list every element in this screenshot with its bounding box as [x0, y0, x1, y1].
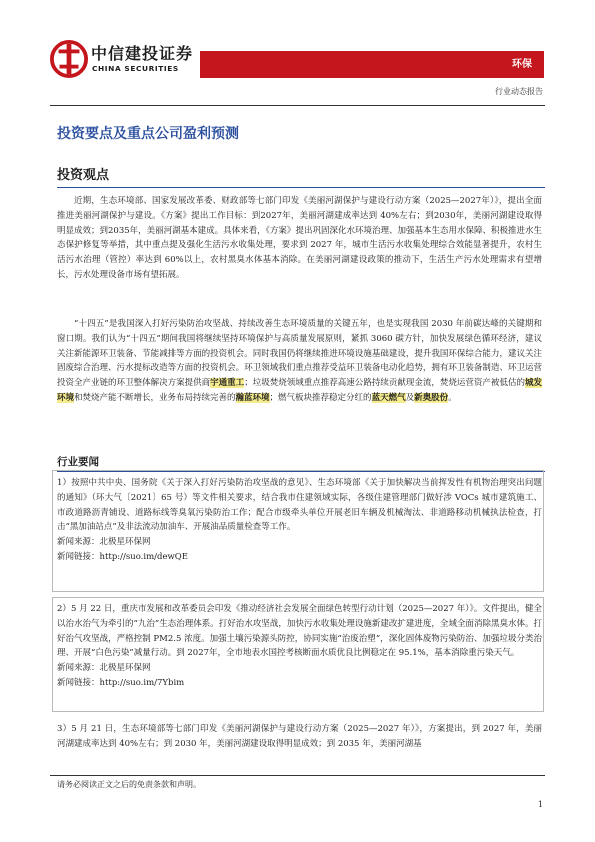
section-divider — [57, 187, 545, 188]
news-text: 2）5 月 22 日，重庆市发展和改革委员会印发《推动经济社会发展全面绿色转型行动计划（2025—2027 年）》。文件提出，健全以治水治气为牵引的“九治”生态治理体系。打好治水攻坚战，加快污水收集处理设施新建改扩建进度，全域全面消除黑臭水体。打好治气攻坚战，严格控制 PM2.5 浓度。加强土壤污染源头防控，协同实施“治废治塑”，深化固体废物污染防治、加强垃圾分类治理、开展“白色污染”减量行动。到 2027年，全市地表水国控考核断面水质优良比例稳定在 95.1%，基本消除重污染天气。 — [57, 604, 542, 659]
highlighted-company: 宇通重工 — [210, 378, 245, 389]
news-source-value: 北极星环保网 — [99, 663, 151, 674]
news-link-label: 新闻链接： — [57, 677, 100, 688]
brand-name-cn: 中信建投证券 — [91, 44, 194, 63]
disclaimer-note: 请务必阅读正文之后的免责条款和声明。 — [57, 780, 201, 789]
paragraph-text: 和焚烧产能不断增长，业务布局持续完善的 — [74, 392, 236, 403]
footer-divider — [50, 775, 545, 776]
section-title: 投资观点 — [57, 168, 110, 183]
news-item — [57, 476, 542, 565]
paragraph-text: “十四五”是我国深入打好污染防治攻坚战、持续改善生态环境质量的关键五年，也是实现我国 2030 年前碳达峰的关键期和窗口期。我们认为“十四五”期间我国将继续坚持环境保护与高质量发展原则，紧抓 3060 碳方针，加快发展绿色循环经济，建议关注新能源环卫装备、节能减排等方面的投资机会。同时我国仍将继续推进环境设施基础建设，提升我国环保综合能力，建议关注固废综合治理、污水提标改造等方面的投资机会。环卫领域我们重点推荐受益环卫装备电动化趋势，拥有环卫装备制造、环卫运营投资全产业链的环卫整体解决方案提供商 — [57, 319, 542, 389]
highlighted-company: 瀚蓝环境 — [235, 392, 270, 403]
industry-news-title: 行业要闻 — [57, 456, 99, 468]
paragraph-text: 。 — [448, 392, 457, 403]
investment-view-paragraph-2 — [57, 317, 542, 406]
highlighted-company: 城发环境 — [57, 378, 542, 403]
page-title: 投资要点及重点公司盈利预测 — [57, 126, 239, 142]
sector-label: 环保 — [512, 59, 532, 70]
news-text: 1）按照中共中央、国务院《关于深入打好污染防治攻坚战的意见》、生态环境部《关于加快解决当前挥发性有机物治理突出问题的通知》（环大气〔2021〕65 号）等文件相关要求，结合我市住建领域实际，各级住建管理部门做好涉 VOCs 城市建筑施工、市政道路沥青铺设、道路标线等臭氧污染防治工作；配合市级牵头单位开展老旧车辆及机械淘汰、非道路移动机械执法检查，打击“黑加油站点”及非法流动加油车、开展油品质量检查等工作。 — [57, 478, 542, 533]
report-type-label: 行业动态报告 — [495, 87, 543, 96]
news-source-value: 北极星环保网 — [99, 537, 151, 548]
news-source — [57, 661, 542, 676]
paragraph-text: ；垃圾焚烧领域重点推荐高速公路持续贡献现金流，焚烧运营资产被低估的 — [244, 378, 525, 389]
sector-banner — [200, 51, 544, 78]
highlighted-company: 蓝天燃气 — [371, 392, 406, 403]
page-number: 1 — [537, 800, 543, 809]
news-source-label: 新闻来源： — [57, 537, 100, 548]
news-link — [57, 550, 542, 565]
news-link-url[interactable]: http://suo.im/dewQE — [99, 551, 188, 562]
news-item — [57, 722, 542, 752]
paragraph-text: ；燃气板块推荐稳定分红的 — [269, 392, 372, 403]
highlighted-company: 新奥股份 — [414, 392, 449, 403]
paragraph-text: 及 — [405, 392, 415, 403]
news-source — [57, 535, 542, 550]
investment-view-paragraph-1: 近期，生态环境部、国家发展改革委、财政部等七部门印发《美丽河湖保护与建设行动方案（2025—2027年）》，提出全面推进美丽河湖保护与建设。《方案》提出工作目标：到2027年，美丽河湖建成率达到 40%左右；到2030年，美丽河湖建设取得明显成效；到2035年，美丽河湖基本建成。具体来看，《方案》提出巩固深化水环境治理、加强基本生态用水保障、积极推进水生态保护修复等举措，其中重点提及强化生活污水收集处理，要求到 2027 年，城市生活污水收集处理综合效能显著提升，农村生活污水治理（管控）率达到 60%以上，农村黑臭水体基本消除。在美丽河湖建设政策的推动下，生活生产污水处理需求有望增长，污水处理设备市场有望拓展。 — [57, 196, 542, 280]
news-text: 3）5 月 21 日，生态环境部等七部门印发《美丽河湖保护与建设行动方案（2025—2027 年）》，方案提出，到 2027 年，美丽河湖建成率达到 40%左右；到 2030 年，美丽河湖建设取得明显成效；到 2035 年，美丽河湖基 — [57, 724, 542, 749]
brand-name-en: CHINA SECURITIES — [92, 64, 179, 73]
company-logo — [50, 40, 210, 80]
citic-logo-icon — [50, 40, 88, 78]
news-link-url[interactable]: http://suo.im/7Ybim — [99, 677, 185, 688]
header-divider — [50, 105, 545, 106]
news-item — [57, 602, 542, 691]
news-source-label: 新闻来源： — [57, 663, 100, 674]
news-link — [57, 676, 542, 691]
news-link-label: 新闻链接： — [57, 551, 100, 562]
